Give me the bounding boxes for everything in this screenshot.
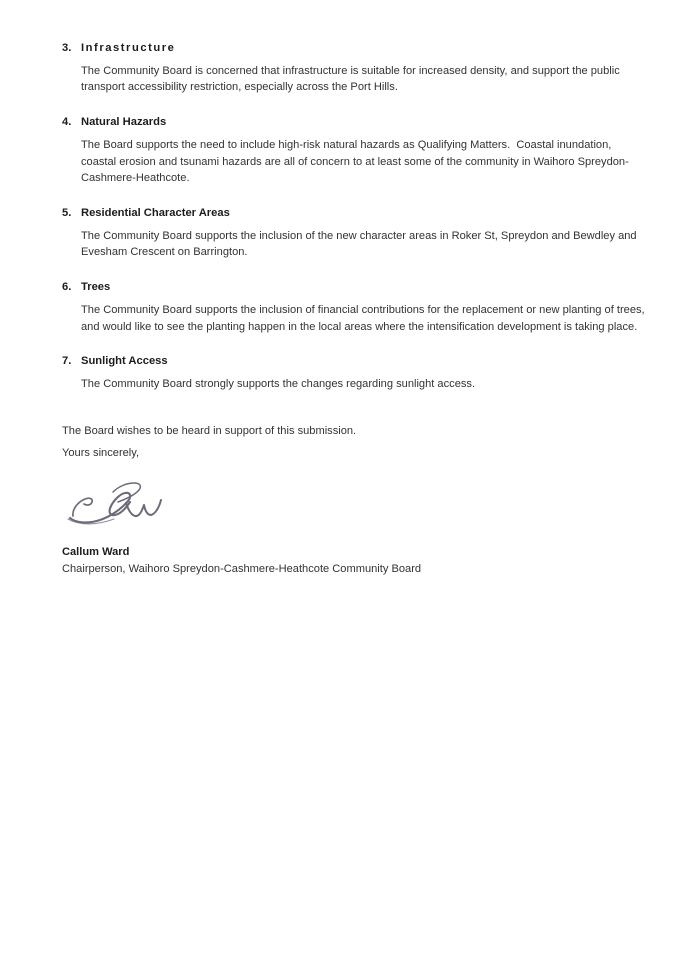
- section-title: Natural Hazards: [81, 116, 167, 129]
- section-natural-hazards: [62, 114, 645, 186]
- section-body: The Community Board strongly supports the changes regarding sunlight access.: [81, 377, 476, 390]
- section-number: 7.: [62, 354, 72, 367]
- section-body: The Community Board supports the inclusion of financial contributions for the replacement or new planting of trees, and would like to see the planting happen in the local areas where the intensification development is taking place.: [81, 304, 648, 333]
- section-trees: [62, 279, 648, 334]
- signatory-role: Chairperson, Waihoro Spreydon-Cashmere-Heathcote Community Board: [62, 562, 422, 575]
- section-number: 5.: [62, 207, 72, 220]
- section-title: Trees: [81, 281, 111, 294]
- section-residential-character-areas: [62, 205, 645, 260]
- section-heading: [62, 40, 645, 56]
- valediction-text: Yours sincerely,: [62, 447, 140, 460]
- signatory-name: Callum Ward: [62, 546, 130, 559]
- section-body: The Board supports the need to include high-risk natural hazards as Qualifying Matters. Coastal inundation, coastal erosion and tsunami hazards are all of concern to at least some of the community in Waihoro Spreydon-Cashmere-Heathcote.: [81, 139, 629, 184]
- section-title: Residential Character Areas: [81, 207, 230, 220]
- section-heading: [62, 279, 645, 295]
- section-number: 4.: [62, 116, 72, 129]
- section-body: The Community Board supports the inclusion of the new character areas in Roker St, Spreydon and Bewdley and Evesham Crescent on Barrington.: [81, 230, 640, 259]
- section-heading: [62, 114, 645, 130]
- section-body: The Community Board is concerned that infrastructure is suitable for increased density, and support the public transport accessibility restriction, especially across the Port Hills.: [81, 65, 623, 94]
- page-content: [62, 40, 648, 577]
- section-infrastructure: [62, 40, 645, 95]
- signature-area: [62, 478, 645, 534]
- section-title: Infrastructure: [81, 42, 176, 54]
- section-heading: [62, 205, 645, 221]
- section-title: Sunlight Access: [81, 354, 168, 367]
- signoff-block: [62, 544, 645, 577]
- closing-block: [62, 423, 645, 461]
- section-heading: [62, 353, 645, 369]
- handwritten-signature-icon: [66, 478, 166, 530]
- hearing-request-text: The Board wishes to be heard in support of this submission.: [62, 425, 357, 438]
- section-number: 6.: [62, 281, 72, 294]
- section-sunlight-access: [62, 353, 645, 392]
- section-number: 3.: [62, 42, 72, 54]
